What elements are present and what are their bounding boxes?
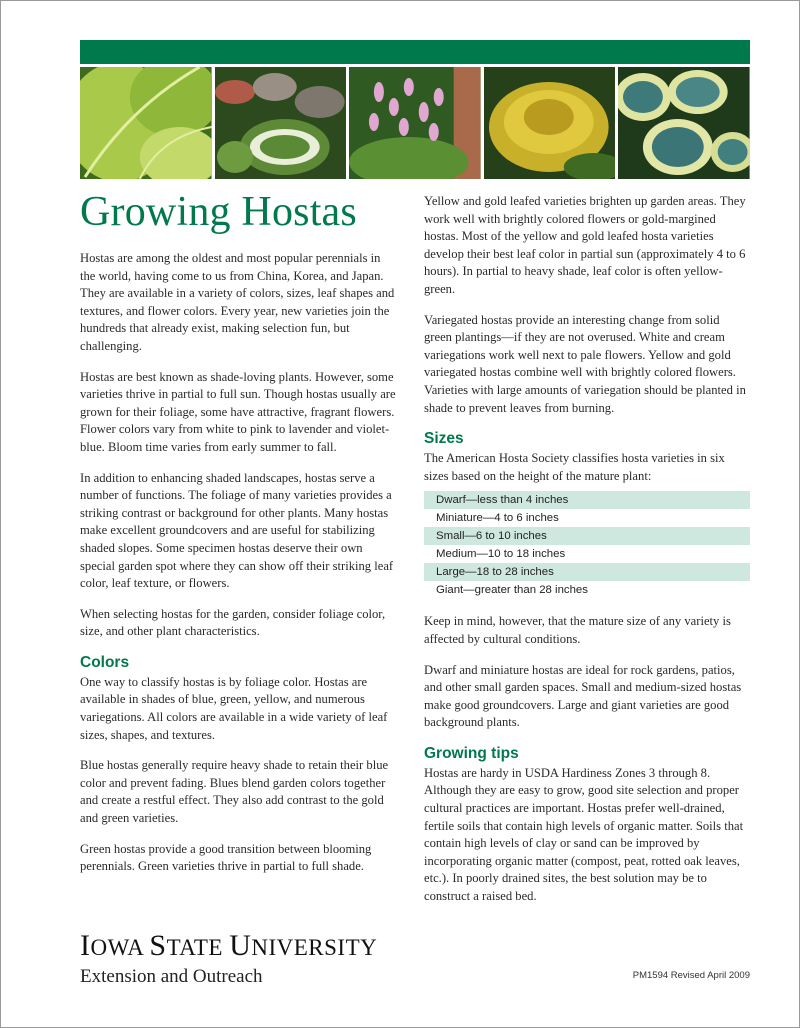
sizes-row-medium: Medium—10 to 18 inches xyxy=(436,548,566,561)
colors-paragraph-5: Variegated hostas provide an interesting change from solid green plantings—if they are not overused. White and cream variegations work well next to pale flowers. Yellow and gold variegated hostas combine well with brightly colored flowers. Varieties with large amounts of variegation should be planted in shade to prevent leaves from burning. xyxy=(424,312,746,415)
colors-paragraph-4: Yellow and gold leafed varieties brighten up garden areas. They work well with brightly colored flowers or gold-margined hostas. Most of the yellow and gold leafed hosta varieties develop their best leaf color in partial sun (approximately 4 to 6 hours). In partial to heavy shade, leaf color is often yellow-green. xyxy=(424,194,746,296)
sizes-paragraph-2: Dwarf and miniature hostas are ideal for rock gardens, patios, and other small garden spaces. Small and medium-sized hostas make good groundcovers. Large and giant varieties are good background plants. xyxy=(424,662,742,730)
sizes-table xyxy=(424,491,750,599)
sizes-heading: Sizes xyxy=(424,430,464,448)
left-column xyxy=(80,180,398,889)
colors-paragraph-3: Green hostas provide a good transition between blooming perennials. Green varieties thrive in partial to full shade. xyxy=(80,841,372,874)
page-title: Growing Hostas xyxy=(80,189,357,235)
intro-paragraph-3: In addition to enhancing shaded landscapes, hostas serve a number of functions. The foliage of many varieties provides a striking contrast or background for other plants. Many hostas make excellent groundcovers and are useful for stabilizing shaded slopes. Some specimen hostas deserve their own special garden spot where they can show off their striking leaf color, leaf texture, or flowers. xyxy=(80,470,394,591)
sizes-row-large: Large—18 to 28 inches xyxy=(424,563,750,581)
growing-tips-paragraph: Hostas are hardy in USDA Hardiness Zones 3 through 8. Although they are easy to grow, good site selection and proper cultural practices are important. Hostas prefer well-drained, fertile soils that contain high levels of organic matter. Soils that contain high levels of clay or sand can be improved by incorporating organic matter (compost, peat, rotted oak leaves, etc.). In poorly drained sites, the best solution may be to construct a raised bed. xyxy=(424,765,744,904)
colors-paragraph-2: Blue hostas generally require heavy shade to retain their blue color and prevent fading. Blues blend garden colors together and create a restful effect. They also add contrast to the gold and green varieties. xyxy=(80,758,389,826)
sizes-intro: The American Hosta Society classifies hosta varieties in six sizes based on the height of the mature plant: xyxy=(424,451,725,483)
sizes-row-miniature: Miniature—4 to 6 inches xyxy=(436,512,559,525)
colors-paragraph-1: One way to classify hostas is by foliage color. Hostas are available in shades of blue, green, yellow, and numerous variegations. All colors are available in a wide variety of leaf sizes, shapes, and textures. xyxy=(80,674,388,742)
extension-label: Extension and Outreach xyxy=(80,966,263,987)
hosta-photo-variegated-blue xyxy=(618,67,750,179)
university-logo xyxy=(80,930,377,988)
sizes-row-small: Small—6 to 10 inches xyxy=(424,527,750,545)
sizes-paragraph-1: Keep in mind, however, that the mature size of any variety is affected by cultural conditions. xyxy=(424,614,731,646)
intro-paragraph-4: When selecting hostas for the garden, consider foliage color, size, and other plant characteristics. xyxy=(80,606,386,639)
intro-paragraph-1: Hostas are among the oldest and most popular perennials in the world, having come to us from China, Korea, and Japan. They are available in a variety of colors, sizes, leaf shapes and textures, and flower colors. Every year, new varieties join the hundreds that already exist, making selection fun, but challenging. xyxy=(80,251,395,353)
sizes-row-dwarf: Dwarf—less than 4 inches xyxy=(424,491,750,509)
header-green-bar xyxy=(80,40,750,64)
hosta-photo-gold xyxy=(484,67,616,179)
hosta-photo-garden-rocks xyxy=(215,67,347,179)
colors-heading: Colors xyxy=(80,653,130,671)
growing-tips-heading: Growing tips xyxy=(424,744,519,762)
intro-paragraph-2: Hostas are best known as shade-loving plants. However, some varieties thrive in partial to full sun. Though hostas usually are grown for their foliage, some have attractive, fragrant flowers. Flower colors vary from white to pink to lavender and violet-blue. Bloom time varies from early summer to fall. xyxy=(80,369,396,454)
publication-info: PM1594 Revised April 2009 xyxy=(632,970,750,981)
university-name: IOWA STATE UNIVERSITY xyxy=(80,929,378,962)
photo-strip xyxy=(80,67,750,179)
sizes-row-giant: Giant—greater than 28 inches xyxy=(436,584,588,597)
hosta-photo-light-green xyxy=(80,67,212,179)
right-column xyxy=(424,193,750,919)
hosta-photo-flowers xyxy=(349,67,481,179)
